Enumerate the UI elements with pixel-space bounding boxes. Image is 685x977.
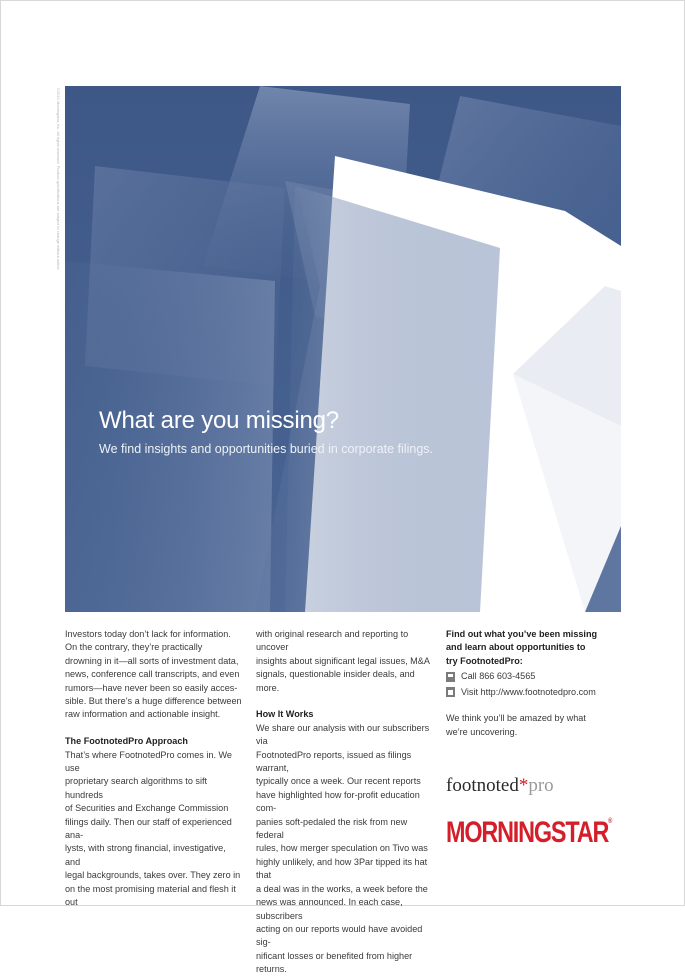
morningstar-wordmark: MORNINGSTAR <box>446 816 609 849</box>
pro-wordmark: pro <box>528 775 554 796</box>
closing-paragraph: We think you’ll be amazed by what we’re uncovering. <box>446 713 586 737</box>
approach-paragraph: That’s where FootnotedPro comes in. We use proprietary search algorithms to sift hundreds of Securities and Exchange Commission filings daily. Then our staff of experienced ana- lysts, with strong financial, investigative, and legal backgrounds, takes over. They zero in on the most promising material and flesh it out <box>65 749 241 908</box>
copyright-notice: ©2010 Morningstar, Inc. All rights reserved. Product specifications are subject to change without notice. <box>56 88 61 271</box>
overlapping-pages-graphic <box>65 86 621 612</box>
column-2 <box>256 628 434 977</box>
approach-heading: The FootnotedPro Approach <box>65 736 188 747</box>
cta-heading: Find out what you’ve been missing and learn about opportunities to try FootnotedPro: <box>446 629 598 666</box>
hero-subhead: We find insights and opportunities buried in corporate filings. <box>99 442 433 456</box>
column-1 <box>65 628 243 910</box>
footnotedpro-logo <box>446 776 554 795</box>
intro-paragraph: Investors today don’t lack for information. On the contrary, they’re practically drowning in it—all sorts of investment data, news, conference call transcripts, and even rumors—have never been so easily acces- sible. But there’s a huge difference between raw information and actionable insight. <box>65 629 242 720</box>
column-3 <box>446 628 621 739</box>
continued-paragraph: with original research and reporting to uncover insights about significant legal issues, M&A signals, questionable insider deals, and more. <box>256 629 430 693</box>
web-link[interactable]: Visit http://www.footnotedpro.com <box>461 686 596 697</box>
footnoted-wordmark: footnoted <box>446 775 519 796</box>
registered-mark: ® <box>608 818 613 825</box>
how-it-works-paragraph: We share our analysis with our subscribers via FootnotedPro reports, issued as filings warrant, typically once a week. Our recent reports have highlighted how for-profit education com- panies soft-pedaled the risk from new federal rules, how merger speculation on Tivo was highly unlikely, and how 3Par tipped its hat that a deal was in the works, a week before the news was announced. In each case, subscribers acting on our reports would have avoided sig- nificant losses or benefited from higher returns. <box>256 722 430 975</box>
web-icon <box>446 687 455 697</box>
hero-headline: What are you missing? <box>99 407 339 434</box>
phone-icon <box>446 672 455 682</box>
morningstar-logo <box>446 818 612 848</box>
how-it-works-heading: How It Works <box>256 709 314 720</box>
phone-label: Call 866 603-4565 <box>461 671 536 682</box>
hero-image <box>65 86 621 612</box>
web-contact[interactable] <box>446 686 621 699</box>
phone-contact <box>446 670 621 683</box>
asterisk-mark: * <box>518 775 529 796</box>
